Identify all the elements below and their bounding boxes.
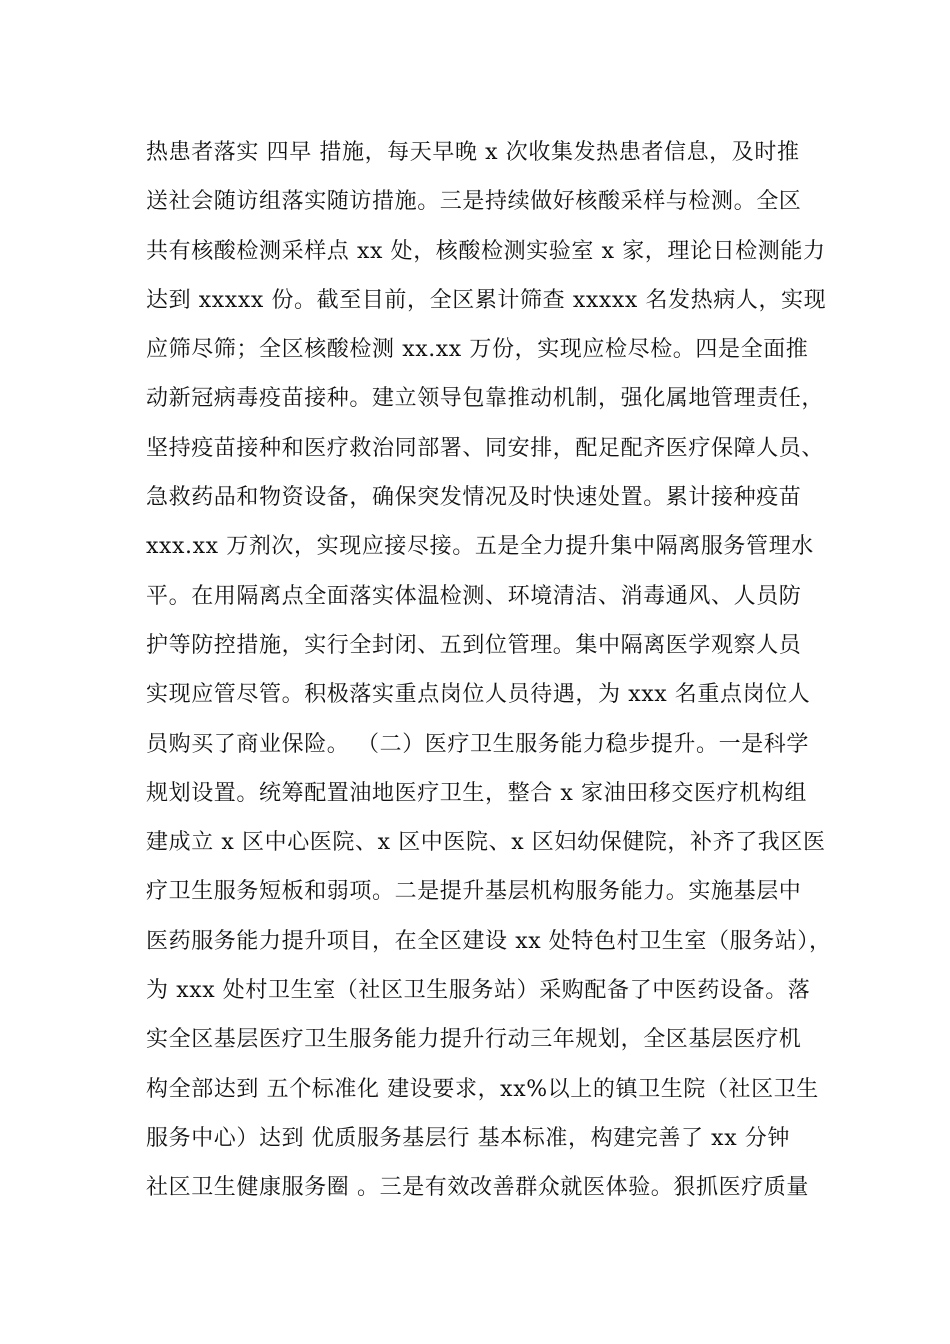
- text-line: 服务中心）达到 优质服务基层行 基本标准，构建完善了 xx 分钟: [146, 1125, 790, 1151]
- text-line: 建成立 x 区中心医院、x 区中医院、x 区妇幼保健院，补齐了我区医: [146, 830, 826, 856]
- text-line: 热患者落实 四早 措施，每天早晚 x 次收集发热患者信息，及时推: [146, 140, 800, 165]
- text-line: 送社会随访组落实随访措施。三是持续做好核酸采样与检测。全区: [146, 189, 802, 215]
- text-line: 医药服务能力提升项目，在全区建设 xx 处特色村卫生室（服务站），: [146, 928, 832, 954]
- text-line: 规划设置。统筹配置油地医疗卫生，整合 x 家油田移交医疗机构组: [146, 780, 807, 806]
- text-line: 疗卫生服务短板和弱项。二是提升基层机构服务能力。实施基层中: [146, 879, 802, 905]
- body-text: [146, 132, 832, 1217]
- text-line: 动新冠病毒疫苗接种。建立领导包靠推动机制，强化属地管理责任，: [146, 386, 825, 412]
- text-line: 急救药品和物资设备，确保突发情况及时快速处置。累计接种疫苗: [146, 485, 802, 511]
- text-line: 实现应管尽管。积极落实重点岗位人员待遇，为 xxx 名重点岗位人: [146, 682, 811, 708]
- text-line: 共有核酸检测采样点 xx 处，核酸检测实验室 x 家，理论日检测能力: [146, 238, 826, 264]
- text-line: 护等防控措施，实行全封闭、五到位管理。集中隔离医学观察人员: [146, 632, 802, 658]
- text-line: 达到 xxxxx 份。截至目前，全区累计筛查 xxxxx 名发热病人，实现: [146, 287, 827, 313]
- text-line: 应筛尽筛；全区核酸检测 xx.xx 万份，实现应检尽检。四是全面推: [146, 337, 809, 363]
- text-line: 坚持疫苗接种和医疗救治同部署、同安排，配足配齐医疗保障人员、: [146, 435, 825, 461]
- text-line: 实全区基层医疗卫生服务能力提升行动三年规划，全区基层医疗机: [146, 1027, 802, 1053]
- text-line: 构全部达到 五个标准化 建设要求，xx%以上的镇卫生院（社区卫生: [146, 1076, 819, 1102]
- text-line: 社区卫生健康服务圈 。三是有效改善群众就医体验。狠抓医疗质量: [146, 1175, 809, 1201]
- text-line: 员购买了商业保险。 （二）医疗卫生服务能力稳步提升。一是科学: [146, 731, 809, 757]
- text-line: 平。在用隔离点全面落实体温检测、环境清洁、消毒通风、人员防: [146, 583, 802, 609]
- text-line: xxx.xx 万剂次，实现应接尽接。五是全力提升集中隔离服务管理水: [146, 534, 814, 560]
- text-line: 为 xxx 处村卫生室（社区卫生服务站）采购配备了中医药设备。落: [146, 978, 811, 1004]
